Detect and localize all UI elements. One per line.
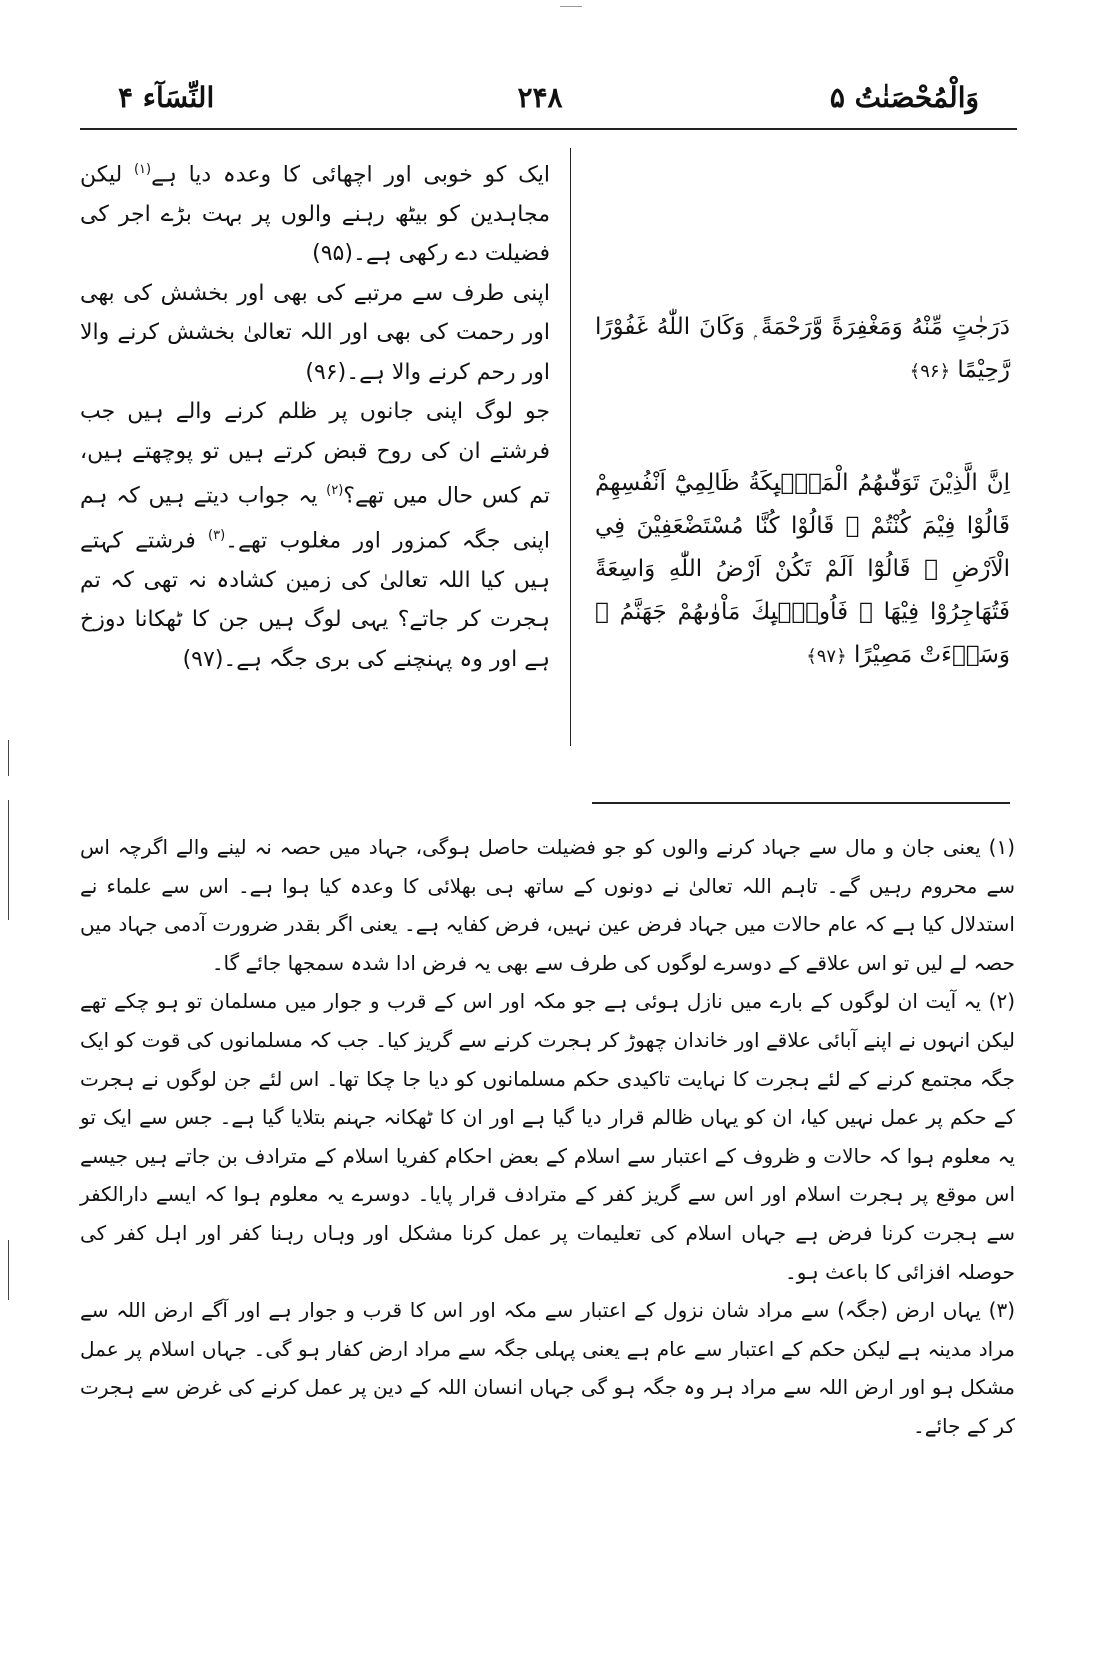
footnote-number: (۲) xyxy=(988,989,1016,1014)
ayah-number: ۹۶ xyxy=(920,361,940,382)
arabic-ayah-96 xyxy=(595,306,1010,393)
translation-text: ایک کو خوبی اور اچھائی کا وعدہ دیا ہے xyxy=(151,162,550,188)
translation-ayah-95 xyxy=(80,150,550,274)
footnote-2 xyxy=(80,982,1015,1291)
page-number: ۲۴۸ xyxy=(517,81,563,114)
footnote-ref-1: (۱) xyxy=(133,162,152,177)
translation-column xyxy=(80,150,550,750)
footnote-3 xyxy=(80,1291,1015,1445)
footnote-divider xyxy=(592,802,1010,804)
surah-title: النِّسَآء ۴ xyxy=(118,81,215,114)
juz-title: وَالْمُحْصَنٰتُ ۵ xyxy=(829,81,979,114)
arabic-ayah-97 xyxy=(595,462,1010,678)
footnote-1 xyxy=(80,828,1015,982)
scan-edge-mark xyxy=(8,740,9,776)
translation-text: فرشتے کہتے ہیں کیا اللہ تعالیٰ کی زمین کشادہ نہ تھی کہ تم ہجرت کر جاتے؟ یہی لوگ ہیں جن کا ٹھکانا دوزخ ہے اور وہ پہنچنے کی بری جگہ ہے۔(۹۷) xyxy=(80,528,550,672)
footnote-text: یہاں ارض (جگہ) سے مراد شان نزول کے اعتبار سے مکہ اور اس کا قرب و جوار ہے اور آگے ارض اللہ سے مراد مدینہ ہے لیکن حکم کے اعتبار سے عام ہے یعنی پہلی جگہ سے مراد ارض کفار ہو گی۔ جہاں اسلام پر عمل مشکل ہو اور ارض اللہ سے مراد ہر وہ جگہ ہو گی جہاں انسان اللہ کے دین پر عمل کرنے کی غرض سے ہجرت کر کے جائے۔ xyxy=(80,1298,1015,1438)
footnote-text: یعنی جان و مال سے جہاد کرنے والوں کو جو فضیلت حاصل ہوگی، جہاد میں حصہ نہ لینے والے اگرچہ اس سے محروم رہیں گے۔ تاہم اللہ تعالیٰ نے دونوں کے ساتھ ہی بھلائی کا وعدہ کیا ہوا ہے۔ اس سے علماء نے استدلال کیا ہے کہ عام حالات میں جہاد فرض عین نہیں، فرض کفایہ ہے۔ یعنی اگر بقدر ضرورت آدمی جہاد میں حصہ لے لیں تو اس علاقے کے دوسرے لوگوں کی طرف سے بھی یہ فرض ادا شدہ سمجھا جائے گا۔ xyxy=(80,835,1015,975)
translation-text: لیکن مجاہدین کو بیٹھ رہنے والوں پر بہت بڑے اجر کی فضیلت دے رکھی ہے۔(۹۵) xyxy=(80,162,550,267)
footnote-ref-3: (۳) xyxy=(208,528,226,544)
header-divider xyxy=(80,128,1017,130)
arabic-text: دَرَجٰتٍ مِّنْهُ وَمَغْفِرَةً وَّرَحْمَةً ۭ وَكَانَ اللّٰهُ غَفُوْرًا رَّحِيْمًا xyxy=(595,314,1010,383)
footnote-number: (۳) xyxy=(988,1298,1016,1323)
footnote-text: یہ آیت ان لوگوں کے بارے میں نازل ہوئی ہے جو مکہ اور اس کے قرب و جوار میں مسلمان تو ہو چکے تھے لیکن انہوں نے اپنے آبائی علاقے اور خاندان چھوڑ کر ہجرت کرنے سے گریز کیا۔ جب کہ مسلمانوں کی قوت کو ایک جگہ مجتمع کرنے کے لئے ہجرت کا نہایت تاکیدی حکم مسلمانوں کو دیا جا چکا تھا۔ اس لئے جن لوگوں نے ہجرت کے حکم پر عمل نہیں کیا، ان کو یہاں ظالم قرار دیا گیا ہے اور ان کا ٹھکانہ جہنم بتلایا گیا ہے۔ جس سے ایک تو یہ معلوم ہوا کہ حالات و ظروف کے اعتبار سے اسلام کے بعض احکام کفریا اسلام کے مترادف بن جاتے ہیں جیسے اس موقع پر ہجرت اسلام اور اس سے گریز کفر کے مترادف قرار پایا۔ دوسرے یہ معلوم ہوا کہ ایسے دارالکفر سے ہجرت کرنا فرض ہے جہاں اسلام کی تعلیمات پر عمل کرنا مشکل اور وہاں رہنا کفر اور اہل کفر کی حوصلہ افزائی کا باعث ہو۔ xyxy=(80,989,1015,1284)
translation-text: یہ جواب دیتے ہیں کہ ہم اپنی جگہ کمزور اور مغلوب تھے۔ xyxy=(80,483,550,554)
scan-mark xyxy=(560,6,582,7)
ayah-end-marker: ﴿۹۷﴾ xyxy=(806,646,847,667)
footnote-number: (۱) xyxy=(988,835,1016,859)
ayah-end-marker: ﴿۹۶﴾ xyxy=(909,361,951,382)
translation-ayah-96: اپنی طرف سے مرتبے کی بھی اور بخشش کی بھی اور رحمت کی بھی اور اللہ تعالیٰ بخشش کرنے والا اور رحم کرنے والا ہے۔(۹۶) xyxy=(80,280,550,385)
footnote-ref-2: (۲) xyxy=(326,483,344,499)
scan-edge-mark xyxy=(8,800,9,920)
translation-text: جو لوگ اپنی جانوں پر ظلم کرنے والے ہیں جب فرشتے ان کی روح قبض کرتے ہیں تو پوچھتے ہیں، تم کس حال میں تھے؟ xyxy=(80,399,551,509)
column-divider xyxy=(570,148,571,746)
scan-edge-mark xyxy=(8,1240,9,1300)
footnotes xyxy=(80,828,1015,1588)
arabic-text: اِنَّ الَّذِيْنَ تَوَفّٰىھُمُ الْمَلٰۗىِٕكَةُ ظَالِمِيْٓ اَنْفُسِهِمْ قَالُوْا فِيْمَ كُنْتُمْ ۭ قَالُوْا كُنَّا مُسْتَضْعَفِيْنَ فِي الْاَرْضِ ۭ قَالُوْٓا اَلَمْ تَكُنْ اَرْضُ اللّٰهِ وَاسِعَةً فَتُھَاجِرُوْا فِيْھَا ۭ فَاُولٰۗىِٕكَ مَاْوٰىھُمْ جَهَنَّمُ ۭ وَسَاۗءَتْ مَصِيْرًا xyxy=(595,470,1010,668)
translation-ayah-97 xyxy=(80,392,550,679)
ayah-number: ۹۷ xyxy=(816,646,837,667)
